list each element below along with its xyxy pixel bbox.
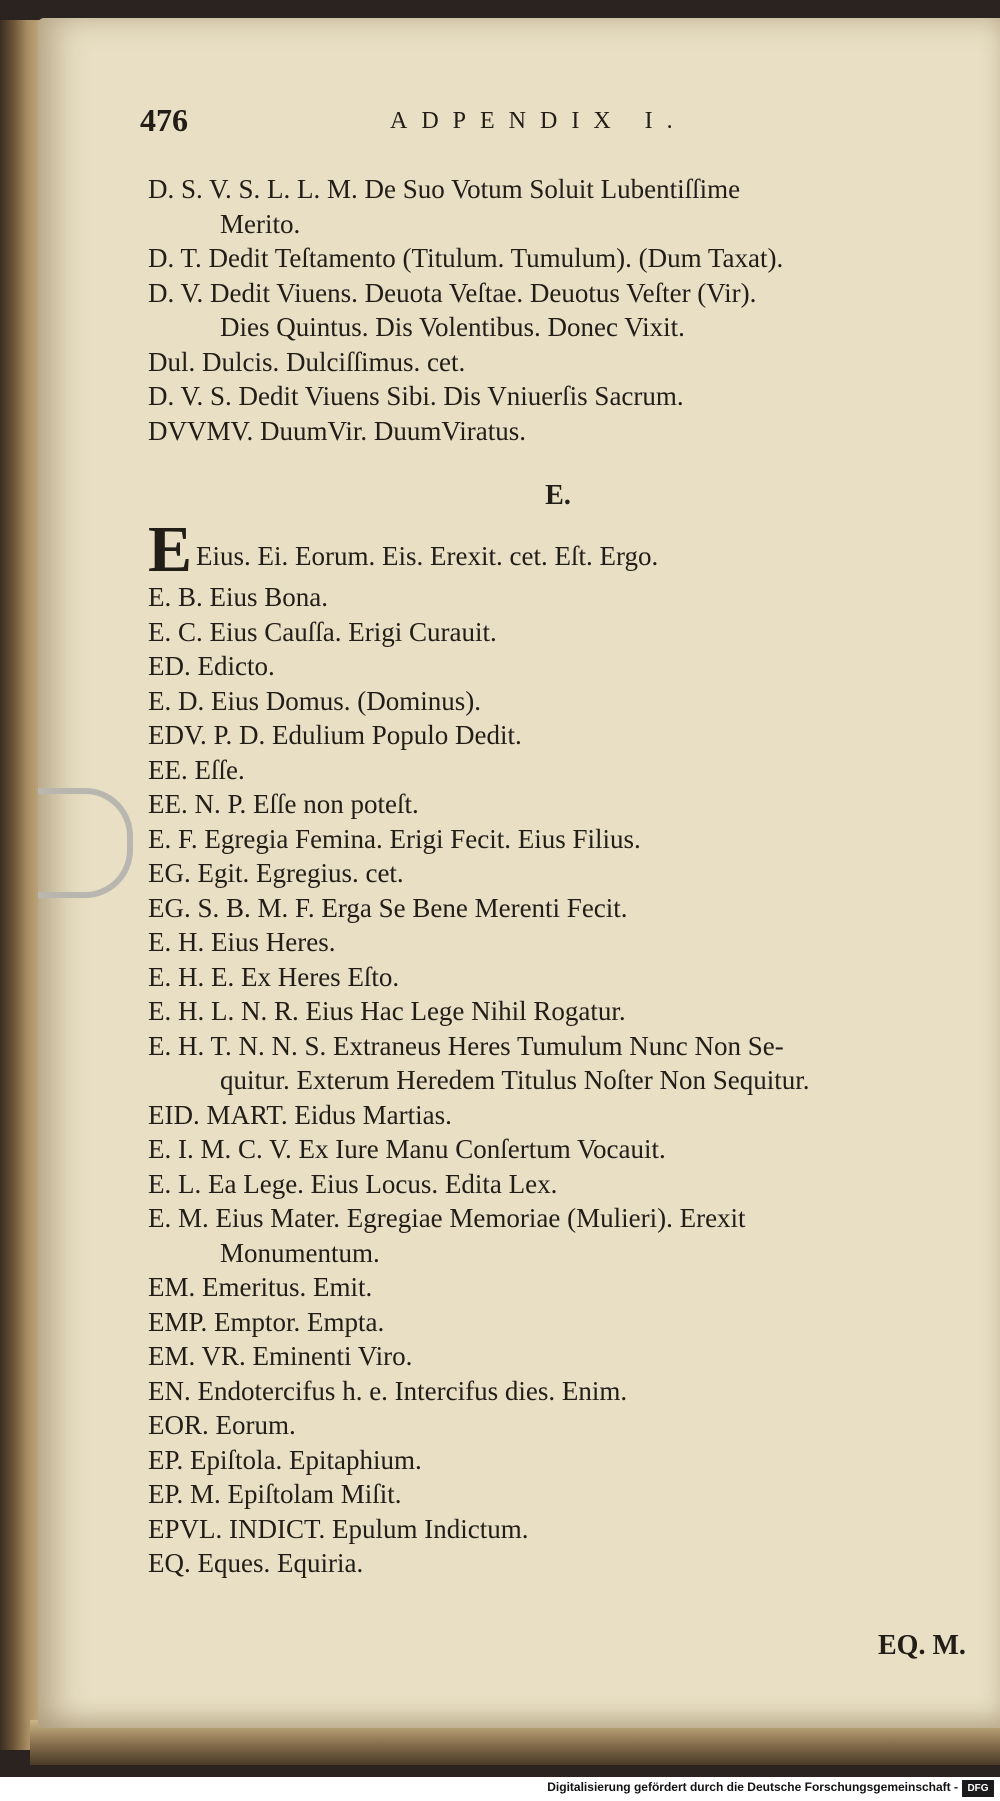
entry-text: D. V. S. Dedit Viuens Sibi. Dis Vniuerſis Sacrum. <box>148 381 684 411</box>
entry <box>148 1546 968 1581</box>
entry <box>148 1132 968 1167</box>
entry <box>148 753 968 788</box>
footer-bar <box>0 1777 1000 1801</box>
entry-continuation: Merito. <box>220 208 301 239</box>
entry <box>148 994 968 1029</box>
entry-text: E. C. Eius Cauſſa. Erigi Curauit. <box>148 616 497 647</box>
first-e-text: Eius. Ei. Eorum. Eis. Erexit. cet. Eſt. Ergo. <box>196 541 659 571</box>
entry <box>148 1443 968 1478</box>
entry <box>148 891 968 926</box>
entry <box>148 1512 968 1547</box>
entry-continuation: Monumentum. <box>220 1237 380 1268</box>
entry-text: D. V. Dedit Viuens. Deuota Veſtae. Deuotus Veſter (Vir). <box>148 277 757 308</box>
entry <box>148 1029 968 1098</box>
entry-text: EOR. Eorum. <box>148 1410 296 1440</box>
entry-text: EP. Epiſtola. Epitaphium. <box>148 1444 422 1475</box>
entry-text: EE. N. P. Eſſe non poteſt. <box>148 789 419 819</box>
entry <box>148 414 968 449</box>
entry <box>148 1167 968 1202</box>
entry-text: EG. Egit. Egregius. cet. <box>148 858 404 888</box>
entry <box>148 345 968 380</box>
entry-text: EDV. P. D. Edulium Populo Dedit. <box>148 720 522 750</box>
entry-continuation: quitur. Exterum Heredem Titulus Noſter Non Sequitur. <box>220 1065 810 1095</box>
entry <box>148 1374 968 1409</box>
footer-credit: Digitalisierung gefördert durch die Deutsche Forschungsgemeinschaft - <box>547 1780 958 1794</box>
entry-text: ED. Edicto. <box>148 651 275 681</box>
entry <box>148 822 968 857</box>
entry-text: EID. MART. Eidus Martias. <box>148 1099 452 1130</box>
entry-text: Dul. Dulcis. Dulciſſimus. cet. <box>148 346 466 377</box>
entry <box>148 1305 968 1340</box>
entry <box>148 241 968 276</box>
page-header <box>140 102 840 142</box>
entry-text: EN. Endotercifus h. e. Intercifus dies. Enim. <box>148 1375 628 1406</box>
entry <box>148 276 968 345</box>
entry-text: E. L. Ea Lege. Eius Locus. Edita Lex. <box>148 1168 558 1199</box>
entry <box>148 1477 968 1512</box>
entry-continuation: Dies Quintus. Dis Volentibus. Donec Vixit. <box>220 312 685 342</box>
entry-text: E. H. T. N. N. S. Extraneus Heres Tumulum Nunc Non Se- <box>148 1030 784 1061</box>
d-entries <box>148 172 968 448</box>
entry <box>148 1408 968 1443</box>
entry <box>148 172 968 241</box>
first-e-entry <box>148 513 968 586</box>
entry-text: E. F. Egregia Femina. Erigi Fecit. Eius Filius. <box>148 823 641 854</box>
page-clip <box>38 788 133 898</box>
entry <box>148 580 968 615</box>
entry <box>148 1201 968 1270</box>
entry <box>148 649 968 684</box>
entry-text: E. I. M. C. V. Ex Iure Manu Conſertum Vocauit. <box>148 1134 666 1164</box>
entry-text: EM. Emeritus. Emit. <box>148 1272 373 1302</box>
page-content <box>148 172 968 1581</box>
entry-text: EP. M. Epiſtolam Miſit. <box>148 1479 402 1509</box>
entry-text: E. B. Eius Bona. <box>148 582 328 612</box>
entry-text: EE. Eſſe. <box>148 754 245 785</box>
entry-text: E. H. L. N. R. Eius Hac Lege Nihil Rogatur. <box>148 996 626 1026</box>
entry-text: E. H. E. Ex Heres Eſto. <box>148 961 400 992</box>
entry-text: DVVMV. DuumVir. DuumViratus. <box>148 415 527 446</box>
entry <box>148 684 968 719</box>
entry <box>148 1270 968 1305</box>
entry-text: E. H. Eius Heres. <box>148 927 336 957</box>
entry-text: E. D. Eius Domus. (Dominus). <box>148 685 481 716</box>
entry-text: EPVL. INDICT. Epulum Indictum. <box>148 1513 529 1544</box>
entry-text: EMP. Emptor. Empta. <box>148 1306 385 1337</box>
page-number: 476 <box>140 102 188 138</box>
section-heading: E. <box>545 480 571 511</box>
entry <box>148 925 968 960</box>
entry <box>148 1339 968 1374</box>
running-title: ADPENDIX I. <box>390 108 687 134</box>
entry-text: EQ. Eques. Equiria. <box>148 1548 364 1578</box>
entry <box>148 379 968 414</box>
entry <box>148 960 968 995</box>
entry-text: EM. VR. Eminenti Viro. <box>148 1341 413 1371</box>
entry <box>148 1098 968 1133</box>
e-entries <box>148 580 968 1581</box>
drop-cap: E <box>148 513 193 586</box>
entry <box>148 718 968 753</box>
entry <box>148 856 968 891</box>
catchword: EQ. M. <box>878 1630 966 1661</box>
entry <box>148 615 968 650</box>
entry-text: D. T. Dedit Teſtamento (Titulum. Tumulum). (Dum Taxat). <box>148 243 784 273</box>
dfg-logo: DFG <box>962 1780 994 1797</box>
entry-text: EG. S. B. M. F. Erga Se Bene Merenti Fecit. <box>148 892 628 923</box>
entry-text: E. M. Eius Mater. Egregiae Memoriae (Mulieri). Erexit <box>148 1203 746 1233</box>
entry <box>148 787 968 822</box>
entry-text: D. S. V. S. L. L. M. De Suo Votum Soluit Lubentiſſime <box>148 174 741 204</box>
